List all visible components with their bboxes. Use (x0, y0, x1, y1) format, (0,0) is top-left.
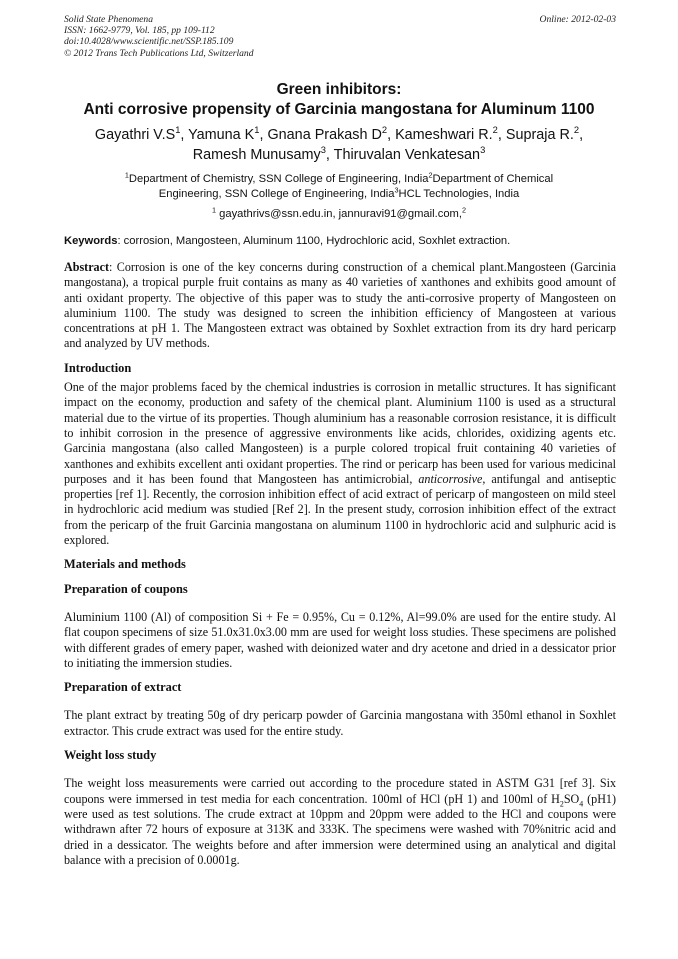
introduction-italic-term: anticorrosive (418, 471, 483, 486)
author-separator: , (259, 127, 268, 143)
copyright-line: © 2012 Trans Tech Publications Ltd, Switzerland (64, 47, 254, 59)
keywords-label: Keywords (64, 235, 118, 247)
author-name: Yamuna K (188, 127, 255, 143)
affiliation-3: HCL Technologies, India (398, 188, 520, 200)
journal-header (64, 14, 616, 59)
author-name: Thiruvalan Venkatesan (333, 147, 481, 163)
author-separator: , (325, 147, 334, 163)
extract-heading: Preparation of extract (64, 680, 182, 695)
author-separator: , (579, 127, 584, 143)
author-list (40, 125, 638, 165)
author-name: Gnana Prakash D (267, 127, 382, 143)
introduction-text-part-1: One of the major problems faced by the chemical industries is corrosion in metallic structures. It has significant impact on the economy, production and safety of the chemical plant. Aluminium 1100 is used as a structural material due to the virtue of its properties. Though aluminium has a reasonable corrosion resistance, it is difficult to inhibit corrosion in the presence of aggressive environments like acids, chlorides, oxidizing agents etc. Garcinia mangostana (also called Mangosteen) is a purple colored tropical fruit containing 40 varieties of xanthones and exhibits excellent anti oxidant properties. The rind or pericarp has been used for various medicinal purposes and it has been found that Mangosteen has antimicrobial, (64, 380, 616, 486)
online-date: Online: 2012-02-03 (539, 14, 616, 25)
weight-loss-text-part-2: SO (563, 791, 580, 806)
coupons-heading: Preparation of coupons (64, 581, 188, 596)
weight-loss-paragraph (64, 776, 616, 868)
paper-body (64, 260, 616, 868)
subscript: 2 (559, 799, 564, 809)
title-line-1: Green inhibitors: (276, 81, 402, 98)
extract-paragraph: The plant extract by treating 50g of dry pericarp powder of Garcinia mangostana with 350ml ethanol in Soxhlet extractor. This crude extract was used for the entire study. (64, 708, 616, 738)
email-mark: 1 (211, 205, 217, 215)
introduction-paragraph (64, 380, 616, 548)
coupons-paragraph: Aluminium 1100 (Al) of composition Si + Fe = 0.95%, Cu = 0.12%, Al=99.0% are used for the entire study. Al flat coupon specimens of size 51.0x31.0x3.00 mm are used for weight loss studies. These specimens are polished with different grades of emery paper, washed with deionized water and dry acetone and dried in a dessicator prior to initiating the immersion studies. (64, 609, 616, 670)
author-name: Supraja R. (505, 127, 574, 143)
author-affiliation-mark: 1 (175, 125, 181, 136)
introduction-heading: Introduction (64, 360, 132, 375)
author-name: Ramesh Munusamy (192, 147, 321, 163)
author-name: Kameshwari R. (395, 127, 493, 143)
weight-loss-text-part-1: The weight loss measurements were carried out according to the procedure stated in ASTM G31 [ref 3]. Six coupons were immersed in test media for each concentration. 100ml of HCl (pH 1) and 100ml of H (64, 776, 616, 806)
introduction-text-part-2: , antifungal and antiseptic properties [ref 1]. Recently, the corrosion inhibition effect of acid extract of pericarp of mangosteen on mild steel in hydrochloric acid medium was studied [Ref 2]. In the present study, corrosion inhibition effect of the extract from the pericarp of the fruit Garcinia mangostana on aluminum 1100 in hydrochloric acid and sulphuric acid is explored. (64, 471, 616, 548)
affiliation-1: Department of Chemistry, SSN College of Engineering, India (128, 173, 429, 185)
author-affiliation-mark: 2 (381, 125, 388, 136)
doi-line: doi:10.4028/www.scientific.net/SSP.185.109 (64, 36, 234, 48)
materials-heading: Materials and methods (64, 557, 186, 572)
affiliation-mark: 1 (124, 170, 129, 180)
author-emails (60, 207, 618, 221)
author-affiliation-mark: 3 (320, 145, 326, 156)
abstract (64, 260, 616, 352)
keywords (64, 234, 616, 248)
author-separator: , (497, 127, 506, 143)
affiliation-mark: 3 (394, 185, 399, 195)
affiliation-2-part-1: Department of Chemical (432, 173, 554, 185)
affiliation-mark: 2 (428, 170, 433, 180)
affiliation-2-part-2: Engineering, SSN College of Engineering, India (158, 188, 395, 200)
author-affiliation-mark: 1 (254, 125, 260, 136)
author-name: Gayathri V.S (94, 127, 176, 143)
issn-line: ISSN: 1662-9779, Vol. 185, pp 109-112 (64, 25, 215, 37)
author-affiliation-mark: 3 (480, 145, 486, 156)
abstract-text: : Corrosion is one of the key concerns during construction of a chemical plant.Mangosteen (Garcinia mangostana), a tropical purple fruit contains as many as 40 varieties of xanthones and exhibits good amount of anti oxidant property. The objective of this paper was to study the anti-corrosive property of Mangosteen on aluminium 1100. The study was designed to screen the inhibition efficiency of Mangosteen at various concentrations at pH 1. The Mangosteen extract was obtained by Soxhlet extraction from its dry hard pericarp and analyzed by UV methods. (64, 260, 616, 351)
journal-name: Solid State Phenomena (64, 14, 153, 25)
author-separator: , (180, 127, 189, 143)
weight-loss-text-part-3: (pH1) were used as test solutions. The crude extract at 10ppm and 20ppm were added to the HCl and coupons were withdrawn after 72 hours of exposure at 313K and 333K. The specimens were washed with 70%nitric acid and dried in a dessicator. The weights before and after immersion were determined using an analytical and digital balance with a precision of 0.0001g. (64, 791, 617, 867)
email-addresses: gayathrivs@ssn.edu.in, jannuravi91@gmail.com, (216, 208, 462, 220)
weight-loss-heading: Weight loss study (64, 748, 157, 763)
author-affiliation-mark: 2 (573, 125, 580, 136)
author-separator: , (387, 127, 396, 143)
author-affiliation-mark: 2 (492, 125, 498, 136)
paper-title (40, 80, 638, 120)
subscript: 4 (579, 799, 584, 809)
abstract-label: Abstract (64, 260, 110, 274)
keywords-text: : corrosion, Mangosteen, Aluminum 1100, Hydrochloric acid, Soxhlet extraction. (117, 235, 511, 247)
email-mark: 2 (461, 205, 467, 215)
affiliations (60, 172, 618, 202)
title-line-2: Anti corrosive propensity of Garcinia mangostana for Aluminum 1100 (83, 101, 595, 118)
